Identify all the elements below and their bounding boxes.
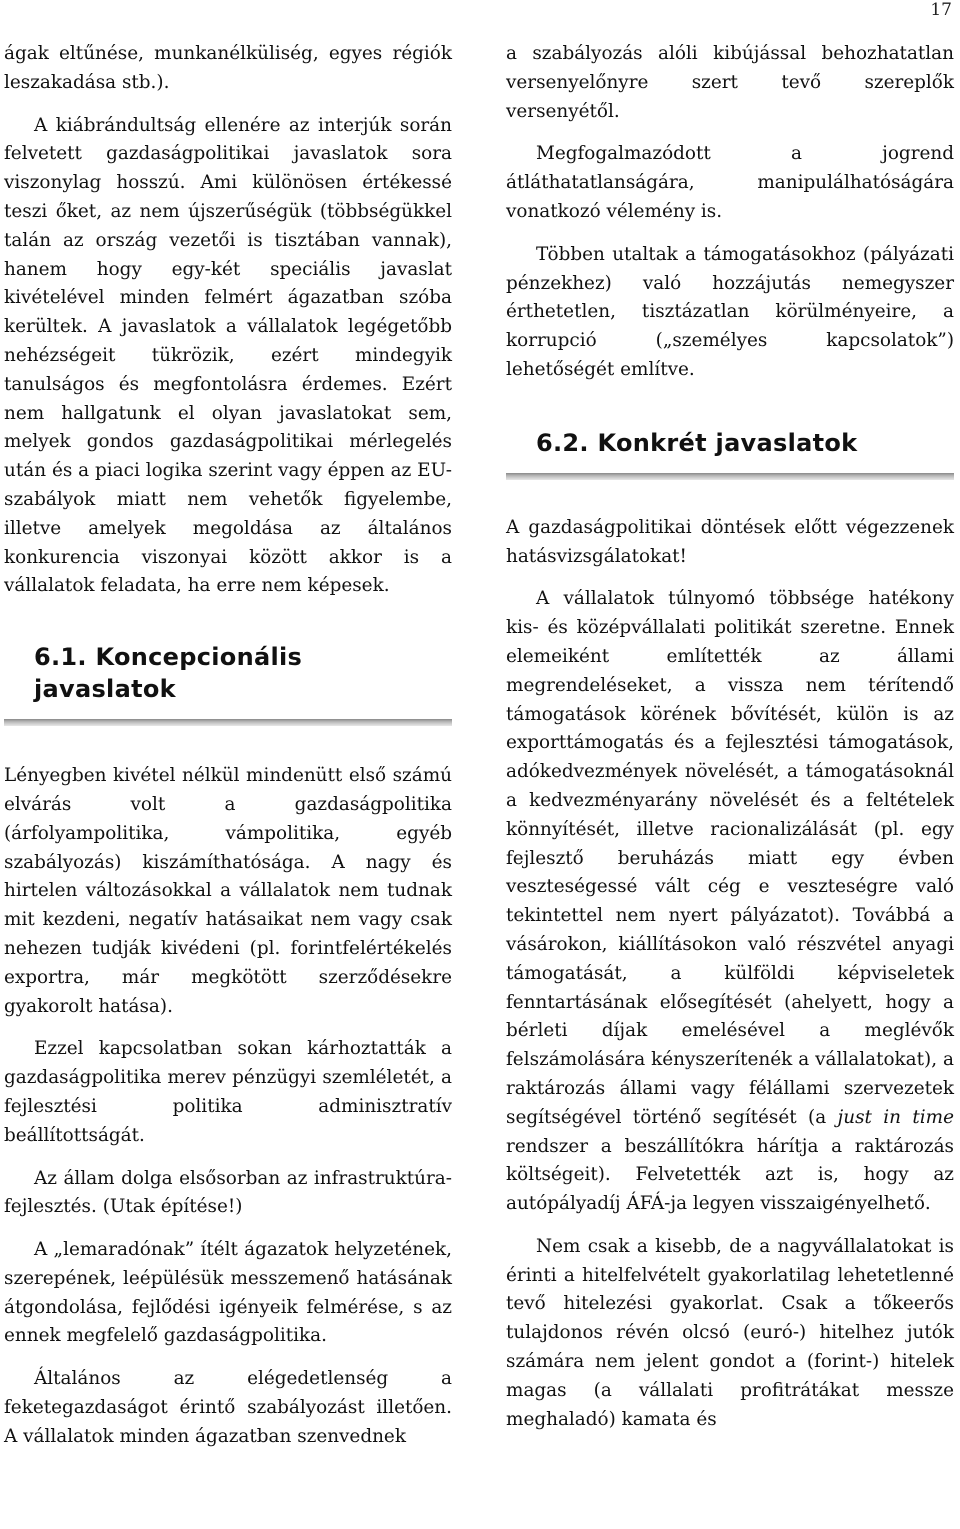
section-heading-block bbox=[4, 641, 452, 726]
section-heading: 6.1. Koncepcionális javaslatok bbox=[34, 643, 303, 704]
paragraph: Ezzel kapcsolatban sokan kárhoztatták a gazdaságpolitika merev pénzügyi szemléletét, a fejlesztési politika adminisztratív beállítottságát. bbox=[4, 1038, 452, 1146]
paragraph-text: A vállalatok túlnyomó többsége hatékony kis- és középvállalati politikát szeretne. Ennek elemeiként említették az állami megrendeléseket, a vissza nem térítendő támogatások körének bővítését, külön is az exporttámogatás és a fejlesztési támogatások, adókedvezmények növelését, a támogatásoknál a kedvezményarány növelését és a feltételek könnyítését, illetve racionalizálását (pl. egy fejlesztő beruházás miatt egy évben veszteségessé vált cég e veszteségre való tekintettel nem nyert pályázatot). Továbbá a vásárokon, kiállításokon való részvétel anyagi támogatását, a külföldi képviseletek fenntartásának elősegítését (ahelyett, hogy a bérleti díjak emelésével a meglévők felszámolására kényszerítenék a vállalatokat), a raktározás állami vagy félállami szervezetek segítségével történő segítését (a bbox=[506, 588, 954, 1128]
left-column bbox=[4, 40, 452, 1466]
heading-rule bbox=[4, 719, 452, 726]
paragraph: Lényegben kivétel nélkül mindenütt első számú elvárás volt a gazdaságpolitika (árfolyampolitika, vámpolitika, egyéb szabályozás) kiszámíthatósága. A nagy és hirtelen változásokkal a vállalatok nem tudnak mit kezdeni, negatív hatásaikat nem vagy csak nehezen tudják kivédeni (pl. forintfelértékelés exportra, már megkötött szerződésekre gyakorolt hatása). bbox=[4, 765, 452, 1017]
section-heading-block bbox=[506, 427, 954, 480]
paragraph: A gazdaságpolitikai döntések előtt végezzenek hatásvizsgálatokat! bbox=[506, 516, 954, 567]
paragraph: Nem csak a kisebb, de a nagyvállalatokat is érinti a hitelfelvételt gyakorlatilag lehetetlenné tevő hitelezési gyakorlat. Csak a tőkeerős tulajdonos révén olcsó (euró-) hitelhez jutók számára nem jelent gondot a (forint-) hitelek magas (a vállalati profitrátákat messze meghaladó) kamata és bbox=[506, 1235, 954, 1430]
paragraph-text: rendszer a beszállítókra hárítja a raktározás költségeit). Felvetették azt is, hogy az autópályadíj ÁFÁ-ja legyen visszaigényelhető. bbox=[506, 1135, 954, 1215]
right-column bbox=[506, 40, 954, 1448]
page-number: 17 bbox=[930, 0, 952, 20]
section-heading: 6.2. Konkrét javaslatok bbox=[536, 428, 858, 457]
paragraph: Megfogalmazódott a jogrend átláthatatlanságára, manipulálhatóságára vonatkozó vélemény is. bbox=[506, 143, 954, 222]
paragraph: Többen utaltak a támogatásokhoz (pályázati pénzekhez) való hozzájutás nemegyszer érthetetlen, tisztázatlan körülményeire, a korrupció („személyes kapcsolatok”) lehetőségét említve. bbox=[506, 243, 954, 380]
paragraph: ágak eltűnése, munkanélküliség, egyes régiók leszakadása stb.). bbox=[4, 43, 452, 93]
heading-rule bbox=[506, 473, 954, 480]
paragraph: Általános az elégedetlenség a feketegazdaságot érintő szabályozást illetően. A vállalatok minden ágazatban szenvednek bbox=[4, 1368, 452, 1447]
paragraph: Az állam dolga elsősorban az infrastruktúra-fejlesztés. (Utak építése!) bbox=[4, 1167, 452, 1218]
paragraph: A „lemaradónak” ítélt ágazatok helyzetének, szerepének, leépülésük messzemenő hatásának átgondolása, fejlődési igényeik felmérése, s az ennek megfelelő gazdaságpolitika. bbox=[4, 1239, 452, 1347]
paragraph: a szabályozás alóli kibújással behozhatatlan versenyelőnyre szert tevő szereplők versenyétől. bbox=[506, 43, 954, 122]
paragraph: A kiábrándultság ellenére az interjúk során felvetett gazdaságpolitikai javaslatok sora viszonylag hosszú. Ami különösen értékessé teszi őket, az nem újszerűségük (többségükkel talán az ország vezetői is tisztában vannak), hanem hogy egy-két speciális javaslat kivételével minden felmért ágazatban szóba kerültek. A javaslatok a vállalatok legégetőbb nehézségeit tükrözik, ezért mindegyik tanulságos és megfontolásra érdemes. Ezért nem hallgatunk el olyan javaslatokat sem, melyek gondos gazdaságpolitikai mérlegelés után és a piaci logika szerint vagy éppen az EU-szabályok miatt nem vehetők figyelembe, illetve amelyek megoldása az általános konkurencia viszonyai között akkor is a vállalatok feladata, ha erre nem képesek. bbox=[4, 114, 452, 597]
italic-term: just in time bbox=[837, 1106, 954, 1128]
paragraph bbox=[506, 585, 954, 1219]
